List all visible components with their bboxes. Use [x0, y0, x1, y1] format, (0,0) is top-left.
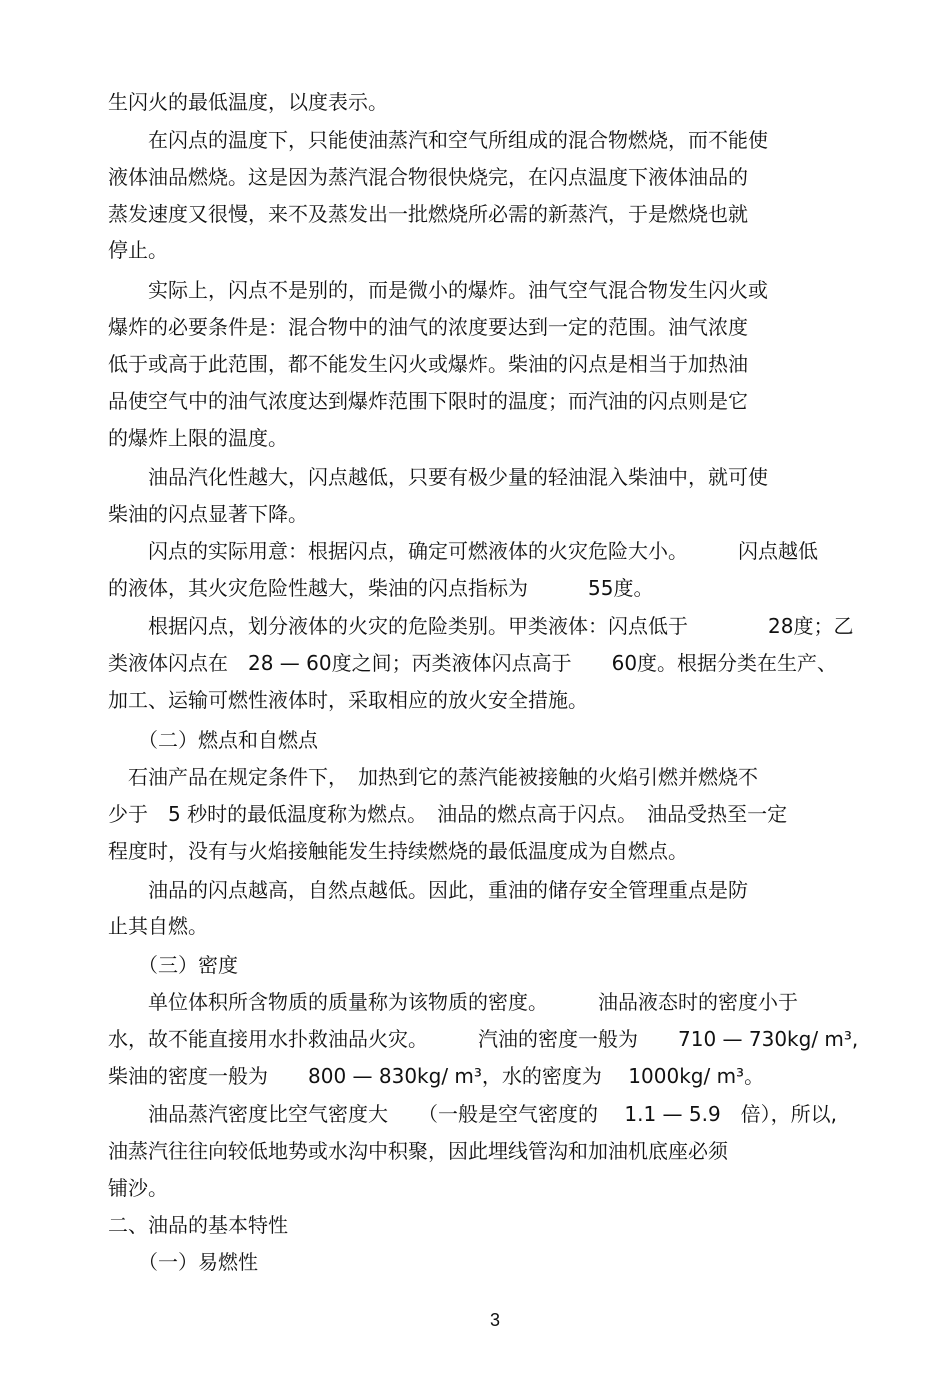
text-line: 的液体，其火灾危险性越大，柴油的闪点指标为 55度。	[108, 576, 654, 600]
text-line: 单位体积所含物质的质量称为该物质的密度。 油品液态时的密度小于	[108, 990, 798, 1014]
section-heading: 二、油品的基本特性	[108, 1213, 288, 1237]
page-number: 3	[489, 1310, 500, 1330]
text-line: 油品汽化性越大，闪点越低，只要有极少量的轻油混入柴油中，就可使	[108, 465, 768, 489]
text-line: 停止。	[108, 238, 168, 262]
text-line: 在闪点的温度下，只能使油蒸汽和空气所组成的混合物燃烧，而不能使	[108, 128, 768, 152]
text-line: 油蒸汽往往向较低地势或水沟中积聚，因此埋线管沟和加油机底座必须	[108, 1139, 728, 1163]
text-line: 程度时，没有与火焰接触能发生持续燃烧的最低温度成为自燃点。	[108, 839, 688, 863]
text-line: 品使空气中的油气浓度达到爆炸范围下限时的温度；而汽油的闪点则是它	[108, 389, 748, 413]
text-line: 柴油的闪点显著下降。	[108, 502, 308, 526]
text-line: 的爆炸上限的温度。	[108, 426, 288, 450]
subsection-heading: （一）易燃性	[108, 1250, 258, 1274]
text-line: 生闪火的最低温度，以度表示。	[108, 90, 388, 114]
text-line: 石油产品在规定条件下， 加热到它的蒸汽能被接触的火焰引燃并燃烧不	[108, 765, 758, 789]
text-line: 爆炸的必要条件是：混合物中的油气的浓度要达到一定的范围。油气浓度	[108, 315, 748, 339]
text-line: 水，故不能直接用水扑救油品火灾。 汽油的密度一般为 710 — 730kg/ m³,	[108, 1027, 859, 1051]
text-line: 柴油的密度一般为 800 — 830kg/ m³，水的密度为 1000kg/ m³。	[108, 1064, 765, 1088]
text-line: 加工、运输可燃性液体时，采取相应的放火安全措施。	[108, 688, 588, 712]
text-line: 类液体闪点在 28 — 60度之间；丙类液体闪点高于 60度。根据分类在生产、	[108, 651, 838, 675]
text-line: 铺沙。	[108, 1176, 168, 1200]
text-line: 实际上，闪点不是别的，而是微小的爆炸。油气空气混合物发生闪火或	[108, 278, 768, 302]
text-line: 闪点的实际用意：根据闪点，确定可燃液体的火灾危险大小。 闪点越低	[108, 539, 818, 563]
text-line: 止其自燃。	[108, 914, 208, 938]
text-line: 液体油品燃烧。这是因为蒸汽混合物很快烧完，在闪点温度下液体油品的	[108, 165, 748, 189]
text-line: 油品的闪点越高，自然点越低。因此，重油的储存安全管理重点是防	[108, 878, 748, 902]
section-heading: （三）密度	[108, 953, 238, 977]
text-line: 根据闪点，划分液体的火灾的危险类别。甲类液体：闪点低于 28度；乙	[108, 614, 854, 638]
text-line: 低于或高于此范围，都不能发生闪火或爆炸。柴油的闪点是相当于加热油	[108, 352, 748, 376]
text-line: 油品蒸汽密度比空气密度大 （一般是空气密度的 1.1 — 5.9 倍），所以,	[108, 1102, 838, 1126]
text-line: 蒸发速度又很慢，来不及蒸发出一批燃烧所必需的新蒸汽，于是燃烧也就	[108, 202, 748, 226]
text-line: 少于 5 秒时的最低温度称为燃点。 油品的燃点高于闪点。 油品受热至一定	[108, 802, 788, 826]
section-heading: （二）燃点和自燃点	[108, 728, 318, 752]
